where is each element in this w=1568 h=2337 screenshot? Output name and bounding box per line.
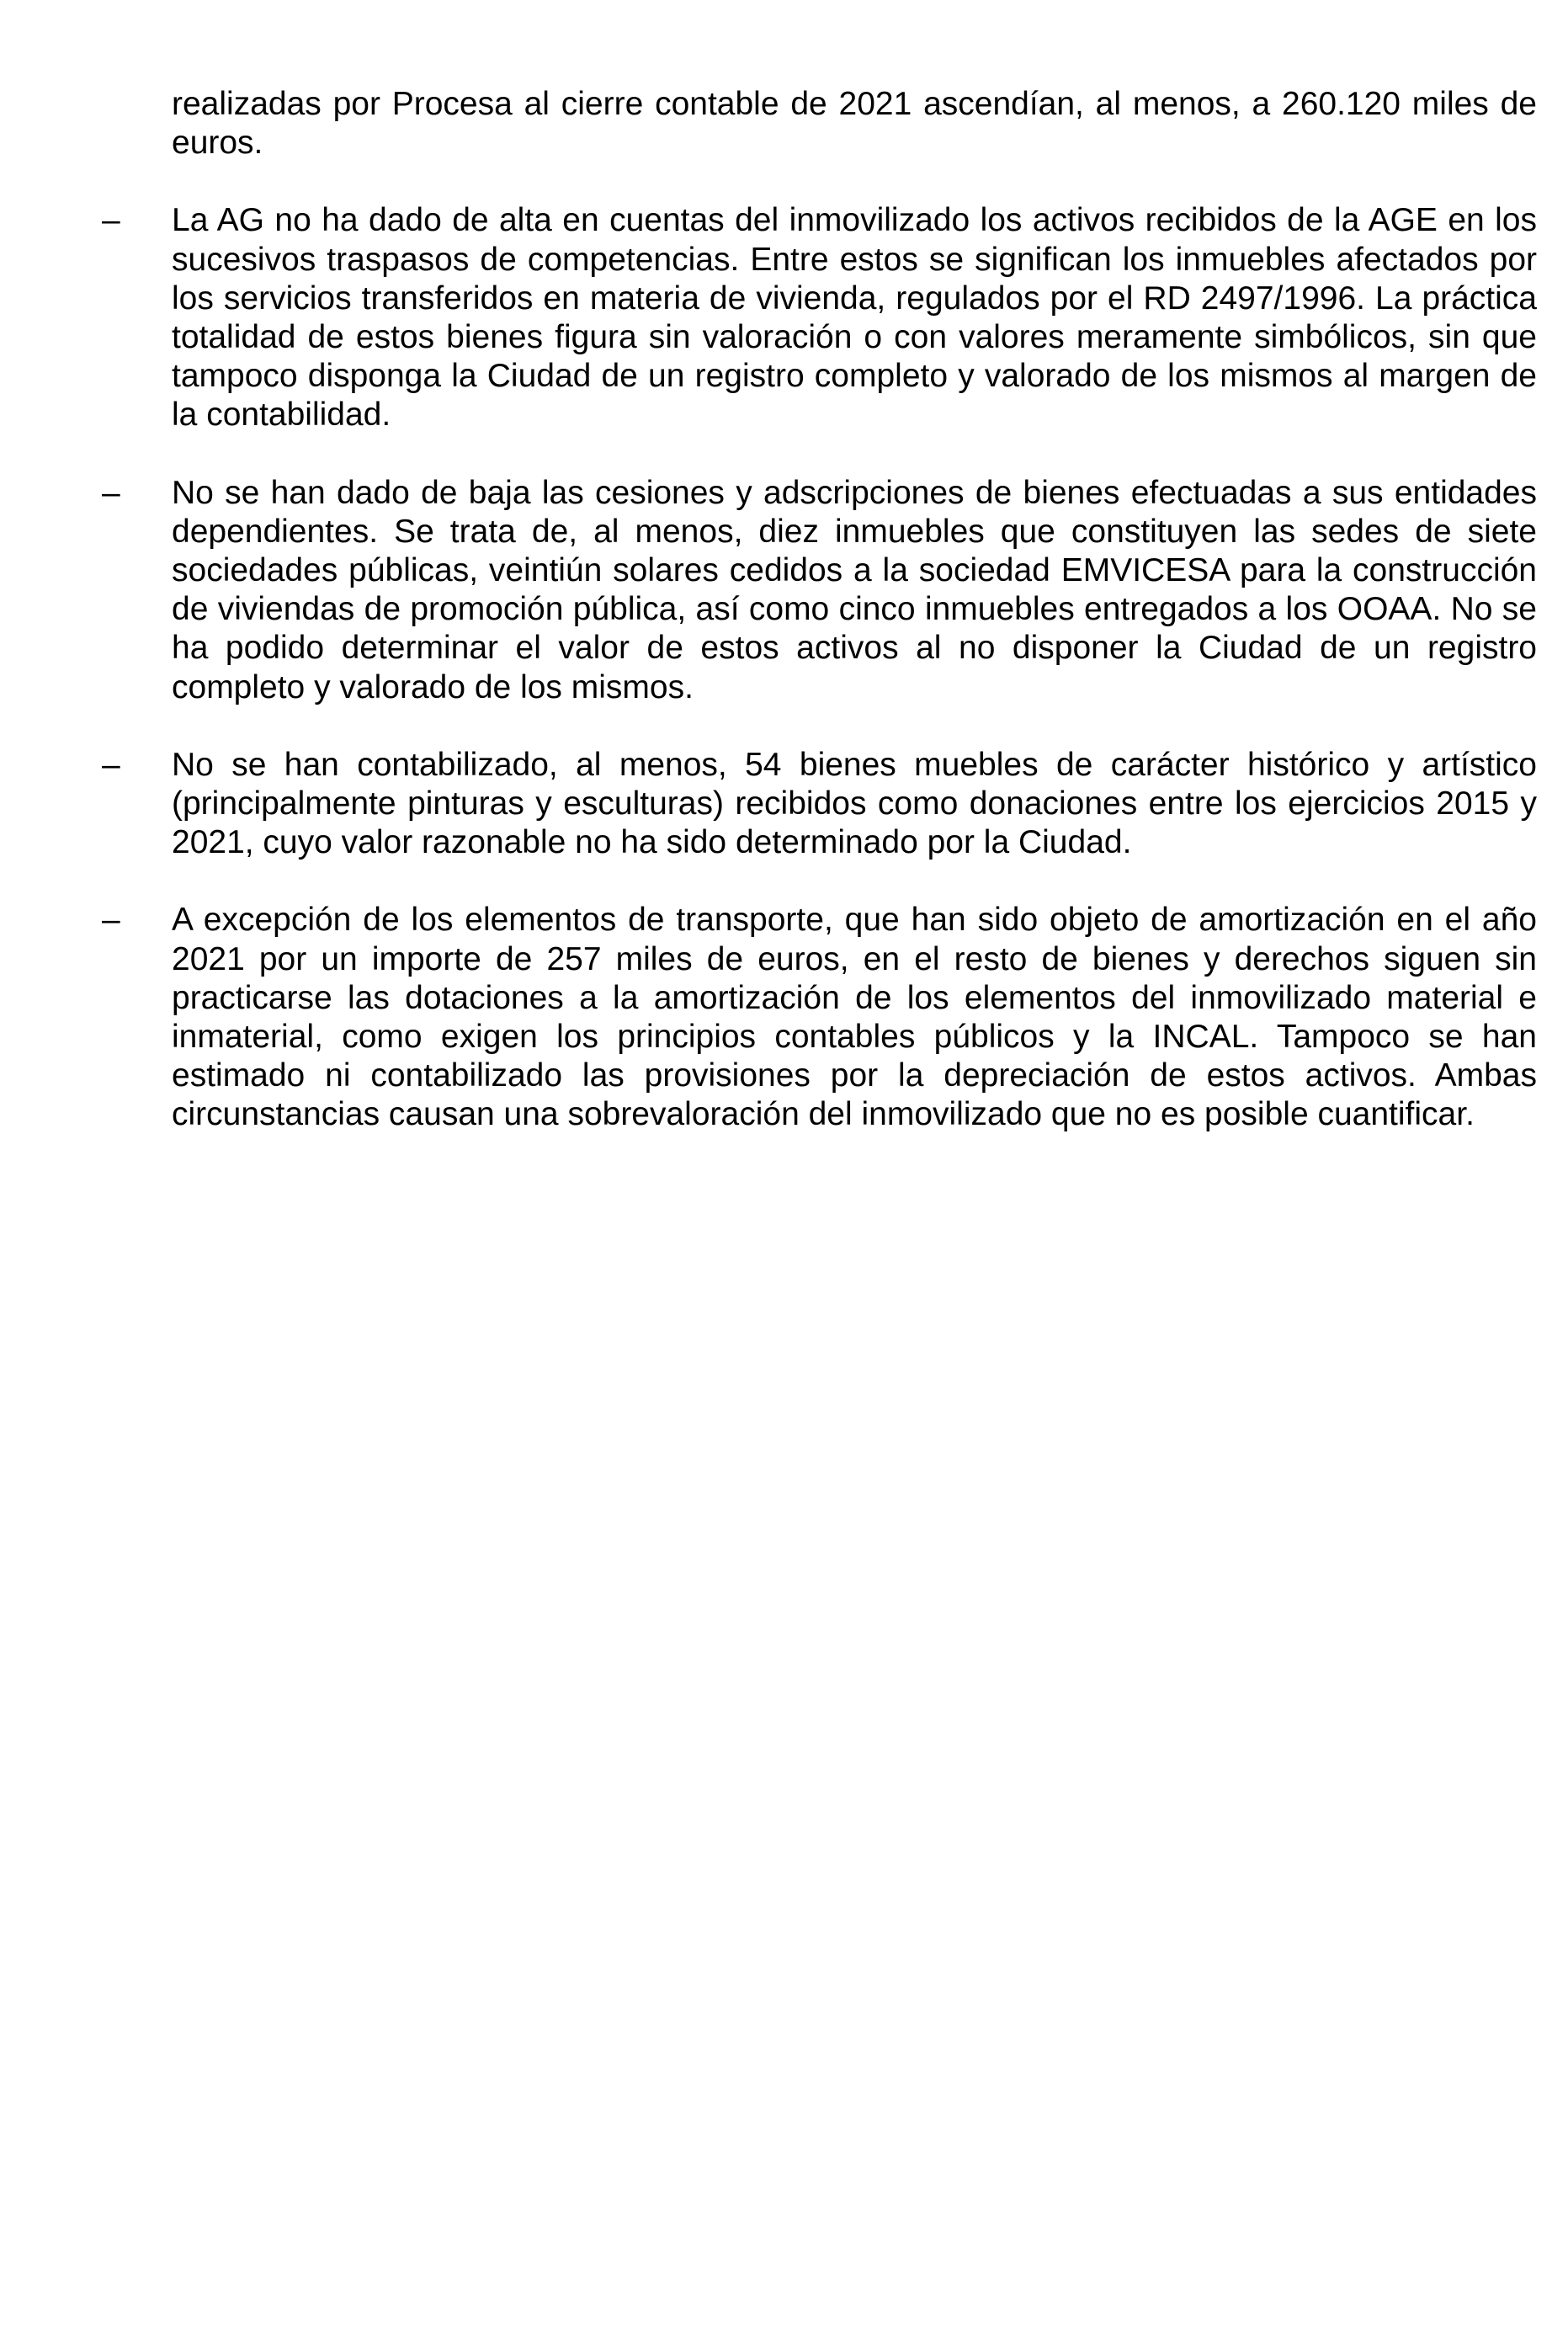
- bullet-item-2: [102, 474, 1537, 707]
- bullet-text-2: No se han dado de baja las cesiones y adscripciones de bienes efectuadas a sus entidades dependientes. Se trata de, al menos, diez inmuebles que constituyen las sedes de siete sociedades públicas, veintiún solares cedidos a la sociedad EMVICESA para la construcción de viviendas de promoción pública, así como cinco inmuebles entregados a los OOAA. No se ha podido determinar el valor de estos activos al no disponer la Ciudad de un registro completo y valorado de los mismos.: [172, 474, 1537, 705]
- dash-bullet-icon: –: [102, 746, 120, 783]
- dash-bullet-icon: –: [102, 902, 120, 939]
- dash-bullet-icon: –: [102, 474, 120, 511]
- document-body: [102, 85, 1537, 1174]
- bullet-item-3: [102, 746, 1537, 863]
- bullet-text-4: A excepción de los elementos de transporte, que han sido objeto de amortización en el año 2021 por un importe de 257 miles de euros, en el resto de bienes y derechos siguen sin practicarse las dotaciones a la amortización de los elementos del inmovilizado material e inmaterial, como exigen los principios contables públicos y la INCAL. Tampoco se han estimado ni contabilizado las provisiones por la depreciación de estos activos. Ambas circunstancias causan una sobrevaloración del inmovilizado que no es posible cuantificar.: [172, 902, 1537, 1133]
- bullet-item-1: [102, 201, 1537, 434]
- bullet-item-4: [102, 901, 1537, 1134]
- dash-bullet-icon: –: [102, 202, 120, 239]
- bullet-text-1: La AG no ha dado de alta en cuentas del inmovilizado los activos recibidos de la AGE en los sucesivos traspasos de competencias. Entre estos se significan los inmuebles afectados por los servicios transferidos en materia de vivienda, regulados por el RD 2497/1996. La práctica totalidad de estos bienes figura sin valoración o con valores meramente simbólicos, sin que tampoco disponga la Ciudad de un registro completo y valorado de los mismos al margen de la contabilidad.: [172, 202, 1537, 434]
- bullet-text-3: No se han contabilizado, al menos, 54 bienes muebles de carácter histórico y artístico (principalmente pinturas y esculturas) recibidos como donaciones entre los ejercicios 2015 y 2021, cuyo valor razonable no ha sido determinado por la Ciudad.: [172, 746, 1537, 861]
- continuation-paragraph: realizadas por Procesa al cierre contable de 2021 ascendían, al menos, a 260.120 miles de euros.: [172, 86, 1537, 162]
